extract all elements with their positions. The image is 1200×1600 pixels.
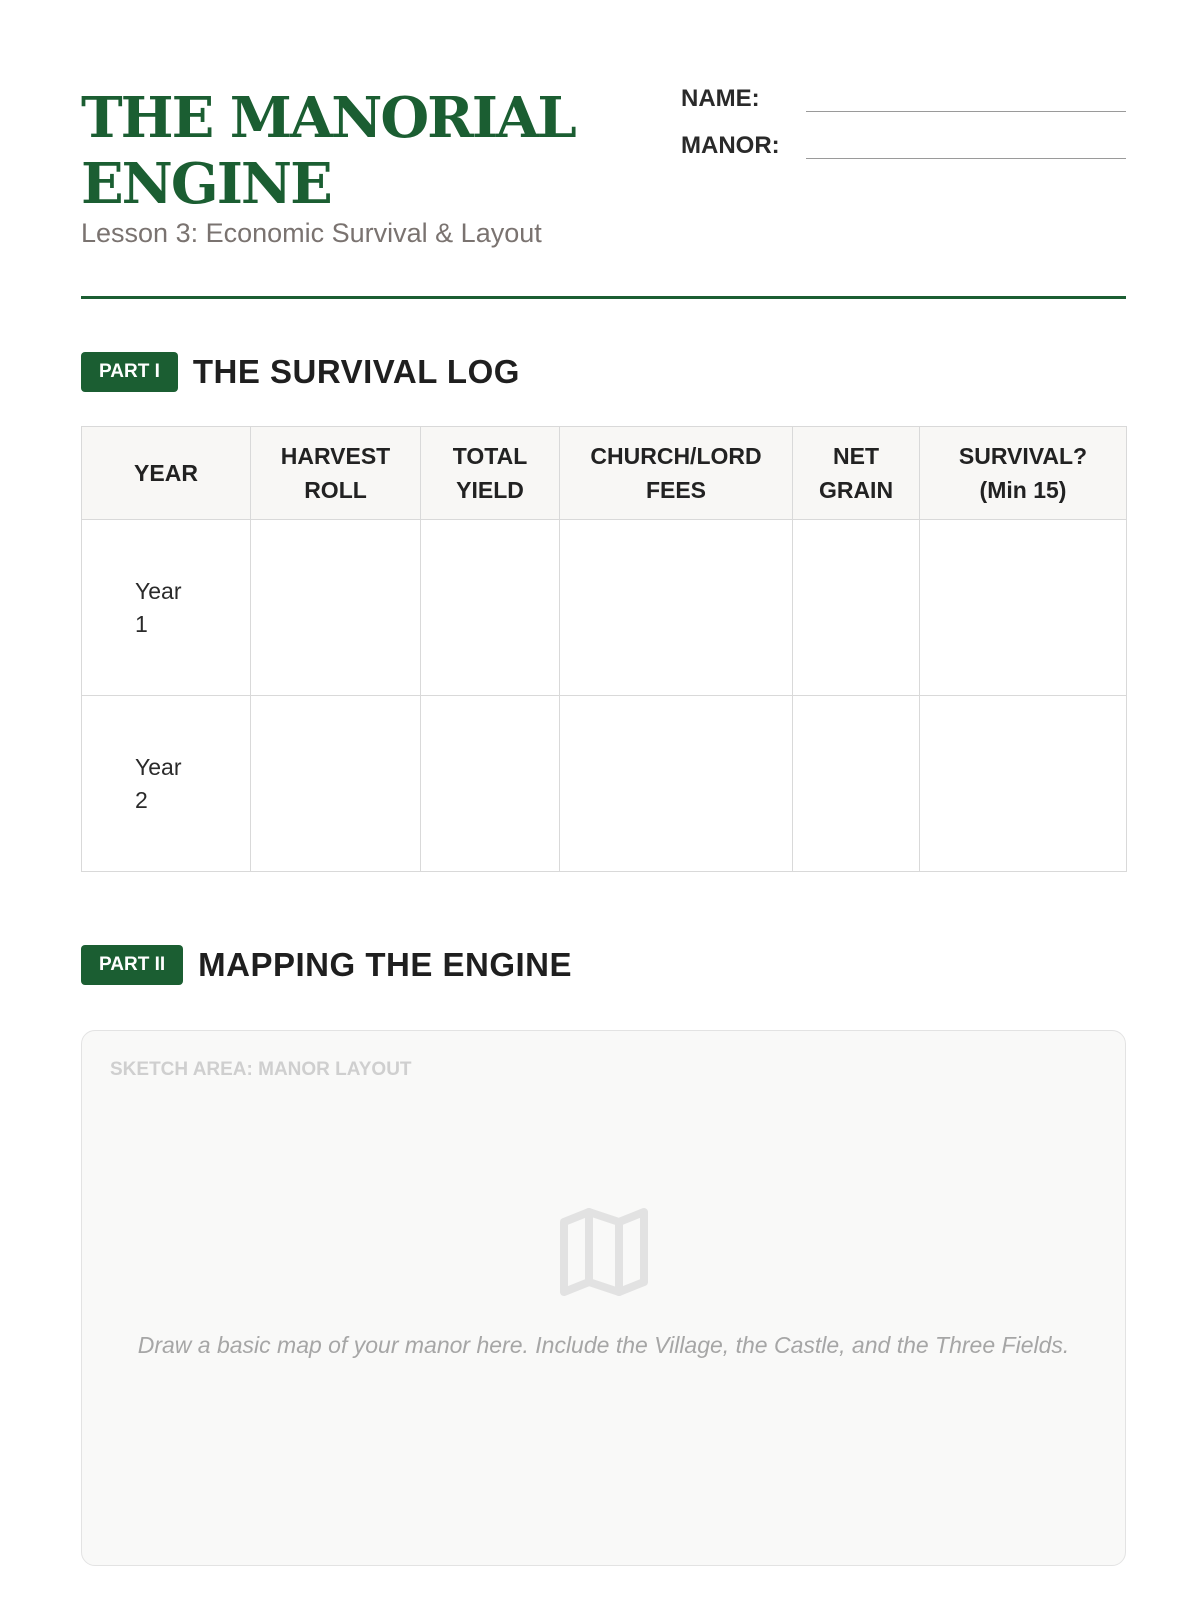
part-1-badge: PART I [81, 352, 178, 392]
year-1-cell: Year 1 [82, 520, 251, 696]
sketch-area[interactable] [81, 1030, 1126, 1566]
header-divider [81, 296, 1126, 299]
survival-log-table [81, 426, 1127, 872]
table-header-row [82, 427, 1127, 520]
year-2-cell: Year 2 [82, 696, 251, 872]
worksheet-page [81, 0, 1126, 1600]
net-grain-cell[interactable] [793, 696, 920, 872]
name-label: NAME: [681, 85, 760, 112]
church-lord-fees-cell[interactable] [560, 696, 793, 872]
column-header-harvest-roll: HARVEST ROLL [251, 427, 421, 520]
total-yield-cell[interactable] [421, 520, 560, 696]
worksheet-header [81, 85, 1126, 300]
title-line-2: ENGINE [81, 151, 331, 217]
total-yield-cell[interactable] [421, 696, 560, 872]
part-2-title: MAPPING THE ENGINE [198, 946, 573, 983]
name-field[interactable] [806, 111, 1126, 112]
part-1-title: THE SURVIVAL LOG [192, 353, 520, 390]
map-icon [558, 1206, 650, 1298]
worksheet-title [81, 85, 641, 217]
survival-cell[interactable] [920, 520, 1127, 696]
harvest-roll-cell[interactable] [251, 696, 421, 872]
table-row [82, 520, 1127, 696]
part-1-heading [81, 352, 520, 392]
part-2-badge: PART II [81, 945, 183, 985]
survival-cell[interactable] [920, 696, 1127, 872]
harvest-roll-cell[interactable] [251, 520, 421, 696]
part-2-heading [81, 945, 572, 985]
column-header-net-grain: NET GRAIN [793, 427, 920, 520]
manor-field-row [681, 132, 1126, 179]
column-header-year: YEAR [82, 427, 251, 520]
title-line-1: THE MANORIAL [81, 85, 575, 151]
column-header-survival: SURVIVAL? (Min 15) [920, 427, 1127, 520]
net-grain-cell[interactable] [793, 520, 920, 696]
manor-field[interactable] [806, 158, 1126, 159]
table-row [82, 696, 1127, 872]
student-fields [681, 85, 1126, 179]
sketch-area-label: SKETCH AREA: MANOR LAYOUT [110, 1059, 412, 1080]
manor-label: MANOR: [681, 132, 780, 159]
lesson-subtitle: Lesson 3: Economic Survival & Layout [81, 218, 542, 248]
sketch-instructions: Draw a basic map of your manor here. Include the Village, the Castle, and the Three Fields. [137, 1332, 1070, 1358]
column-header-total-yield: TOTAL YIELD [421, 427, 560, 520]
column-header-church-lord-fees: CHURCH/LORD FEES [560, 427, 793, 520]
church-lord-fees-cell[interactable] [560, 520, 793, 696]
name-field-row [681, 85, 1126, 132]
